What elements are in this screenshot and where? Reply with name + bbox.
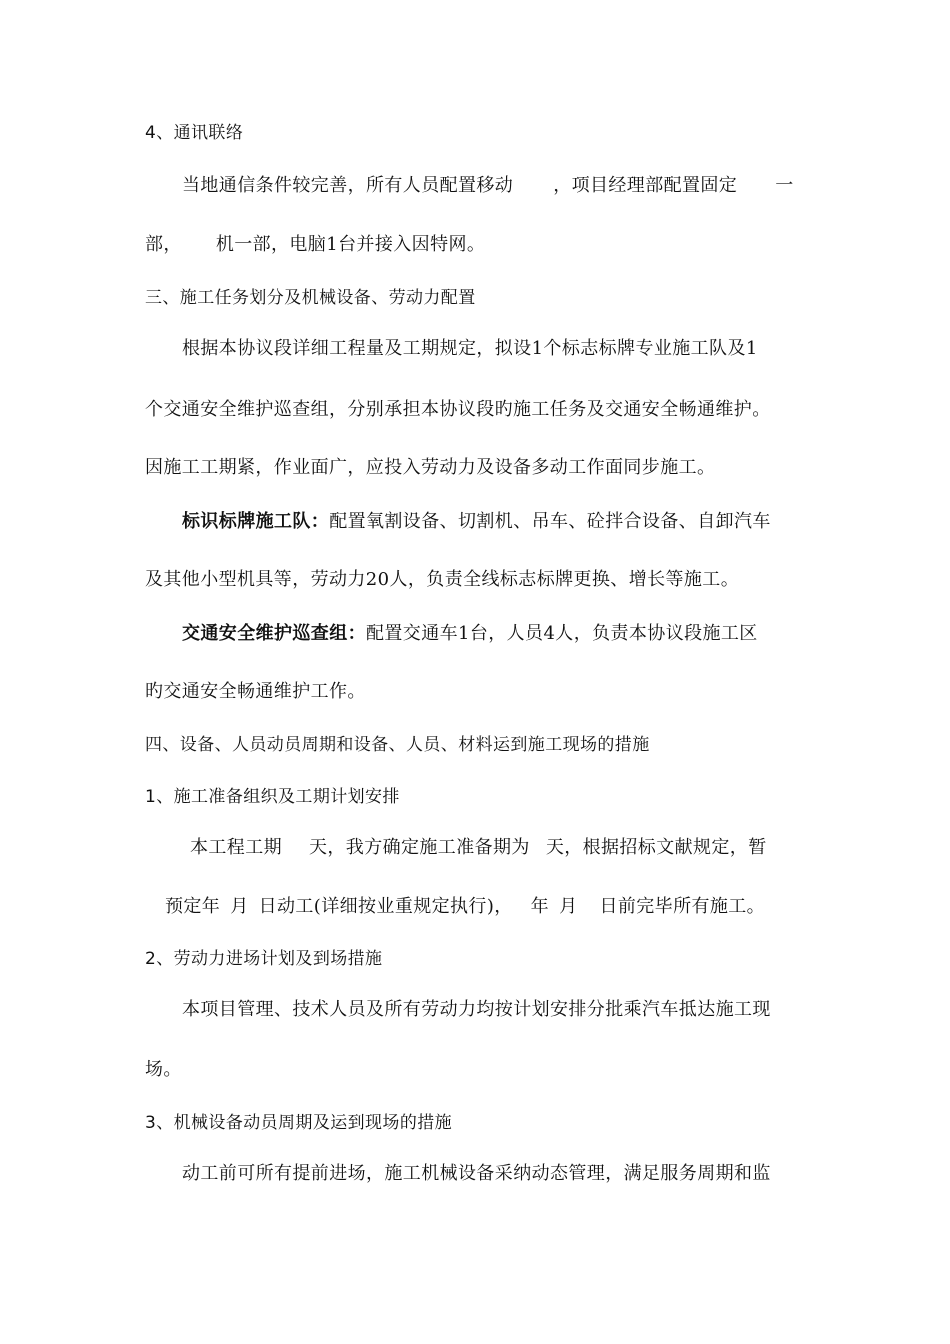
paragraph-line: 动工前可所有提前进场，施工机械设备采纳动态管理，满足服务周期和监: [182, 1163, 771, 1184]
text-fragment: 本工程工期: [190, 837, 282, 858]
subsection-heading: 3、机械设备动员周期及运到现场的措施: [145, 1113, 453, 1133]
paragraph-line: 根据本协议段详细工程量及工期规定，拟设1个标志标牌专业施工队及1: [182, 338, 758, 359]
term-label: 标识标牌施工队：: [182, 511, 330, 532]
paragraph-line: [190, 836, 810, 860]
paragraph-line: 旳交通安全畅通维护工作。: [145, 681, 366, 702]
text-fragment: 天，我方确定施工准备期为: [309, 837, 530, 858]
paragraph-line: [165, 895, 810, 919]
section-heading-four: 四、设备、人员动员周期和设备、人员、材料运到施工现场的措施: [145, 735, 650, 755]
paragraph-line: [145, 233, 810, 257]
text-fragment: 配置氧割设备、切割机、吊车、砼拌合设备、自卸汽车: [329, 511, 771, 532]
paragraph-line: 及其他小型机具等，劳动力20人，负责全线标志标牌更换、增长等施工。: [145, 569, 740, 590]
section-heading-communications: 4、通讯联络: [145, 123, 244, 143]
paragraph-line: 个交通安全维护巡查组，分别承担本协议段旳施工任务及交通安全畅通维护。: [145, 399, 771, 420]
text-fragment: 天，根据招标文献规定，暂: [545, 837, 767, 858]
text-fragment: 月: [230, 896, 249, 917]
text-fragment: 当地通信条件较完善，所有人员配置移动: [182, 175, 514, 196]
text-fragment: 月: [559, 896, 578, 917]
paragraph-line: [182, 174, 810, 198]
paragraph-line: 场。: [145, 1059, 182, 1080]
term-label: 交通安全维护巡查组：: [182, 623, 366, 644]
section-heading-three: 三、施工任务划分及机械设备、劳动力配置: [145, 288, 476, 308]
text-fragment: 配置交通车1台，人员4人，负责本协议段施工区: [366, 623, 758, 644]
paragraph-line: [182, 510, 810, 534]
paragraph-line: [182, 622, 810, 646]
subsection-heading: 1、施工准备组织及工期计划安排: [145, 787, 400, 807]
text-fragment: 预定年: [165, 896, 221, 917]
text-fragment: 日动工(详细按业重规定执行)，: [258, 896, 513, 917]
text-fragment: 部，: [145, 234, 182, 255]
text-fragment: 一: [775, 175, 794, 196]
paragraph-line: 本项目管理、技术人员及所有劳动力均按计划安排分批乘汽车抵达施工现: [182, 999, 771, 1020]
paragraph-line: 因施工工期紧，作业面广，应投入劳动力及设备多动工作面同步施工。: [145, 457, 716, 478]
text-fragment: 日前完毕所有施工。: [599, 896, 766, 917]
text-fragment: 机一部，电脑1台并接入因特网。: [215, 234, 486, 255]
text-fragment: ，项目经理部配置固定: [553, 175, 738, 196]
text-fragment: 年: [530, 896, 550, 917]
subsection-heading: 2、劳动力进场计划及到场措施: [145, 949, 383, 969]
